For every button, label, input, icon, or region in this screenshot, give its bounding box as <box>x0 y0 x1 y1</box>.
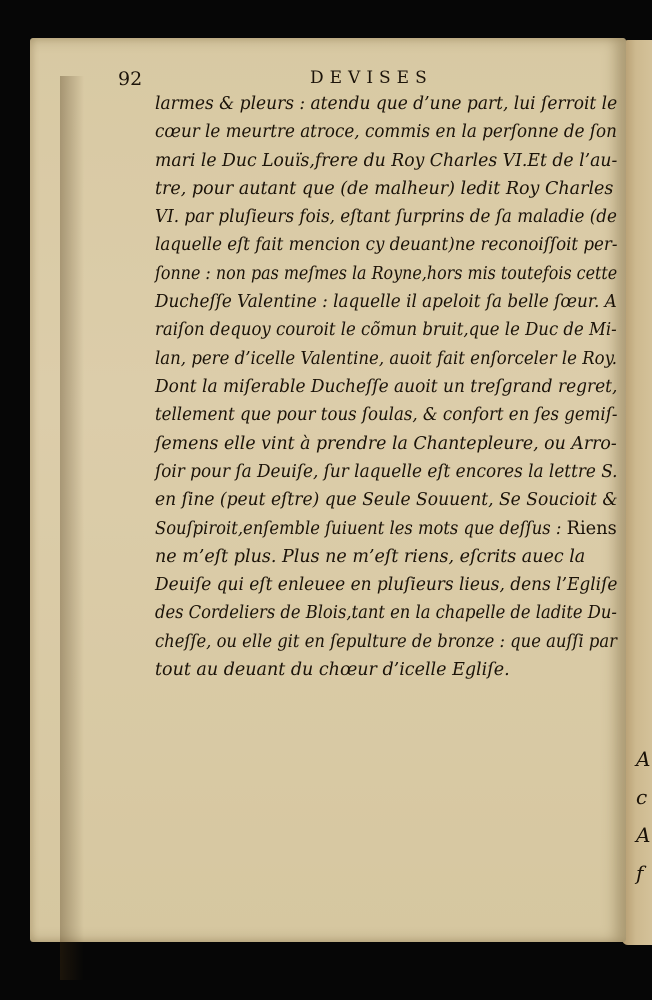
text-line: ſemens elle vint à prendre la Chantepleure, ou Arro- <box>155 433 617 454</box>
text-line: tellement que pour tous ſoulas, & confort en ſes gemiſ- <box>155 405 618 426</box>
facing-page-text-fragment <box>636 740 652 885</box>
text-line: cœur le meurtre atroce, commis en la perſonne de ſon <box>155 122 617 143</box>
facing-page-letters: A c A f <box>636 747 651 885</box>
text-line-italic-part: Souſpiroit,enſemble ſuiuent les mots que deſſus : <box>155 519 562 540</box>
text-line: ſonne : non pas meſmes la Royne,hors mis toutefois cette <box>155 263 618 284</box>
text-line: raiſon dequoy couroit le cõmun bruit,que le Duc de Mi- <box>155 320 617 341</box>
text-line: des Cordeliers de Blois,tant en la chapelle de ladite Du- <box>155 603 617 624</box>
text-line: tout au deuant du chœur d’icelle Egliſe. <box>155 659 510 680</box>
text-line: ne m’eſt plus. Plus ne m’eſt riens, eſcrits auec la <box>155 546 586 567</box>
text-line: ſoir pour ſa Deuiſe, ſur laquelle eſt encores la lettre S. <box>155 461 618 482</box>
binding-shadow <box>60 76 84 980</box>
text-line: en ſine (peut eſtre) que Seule Souuent, Se Soucioit & <box>155 490 618 511</box>
text-line: Deuiſe qui eſt enleuee en pluſieurs lieus, dens l’Egliſe <box>155 575 618 596</box>
text-line: laquelle eſt fait mencion cy deuant)ne reconoiſſoit per- <box>155 235 618 256</box>
text-line: Ducheſſe Valentine : laquelle il apeloit ſa belle ſœur. A <box>155 292 617 313</box>
text-line: Dont la miſerable Ducheſſe auoit un treſgrand regret, <box>155 376 618 397</box>
text-line-with-roman-end <box>155 514 617 542</box>
page-number: 92 <box>118 68 143 90</box>
text-line: lan, pere d’icelle Valentine, auoit fait enſorceler le Roy. <box>155 348 618 369</box>
body-text <box>155 90 617 684</box>
text-line-roman-word: Riens <box>566 517 617 540</box>
text-line: cheſſe, ou elle git en ſepulture de bronze : que auſſi par <box>155 631 617 652</box>
text-line: mari le Duc Louïs,frere du Roy Charles VI.Et de l’au- <box>155 150 618 171</box>
text-line: larmes & pleurs : atendu que d’une part, lui ſerroit le <box>155 94 618 114</box>
running-title: DEVISES <box>310 68 433 88</box>
text-line: tre, pour autant que (de malheur) ledit Roy Charles <box>155 178 614 199</box>
text-line: VI. par pluſieurs fois, eſtant ſurprins de ſa maladie (de <box>155 207 617 228</box>
